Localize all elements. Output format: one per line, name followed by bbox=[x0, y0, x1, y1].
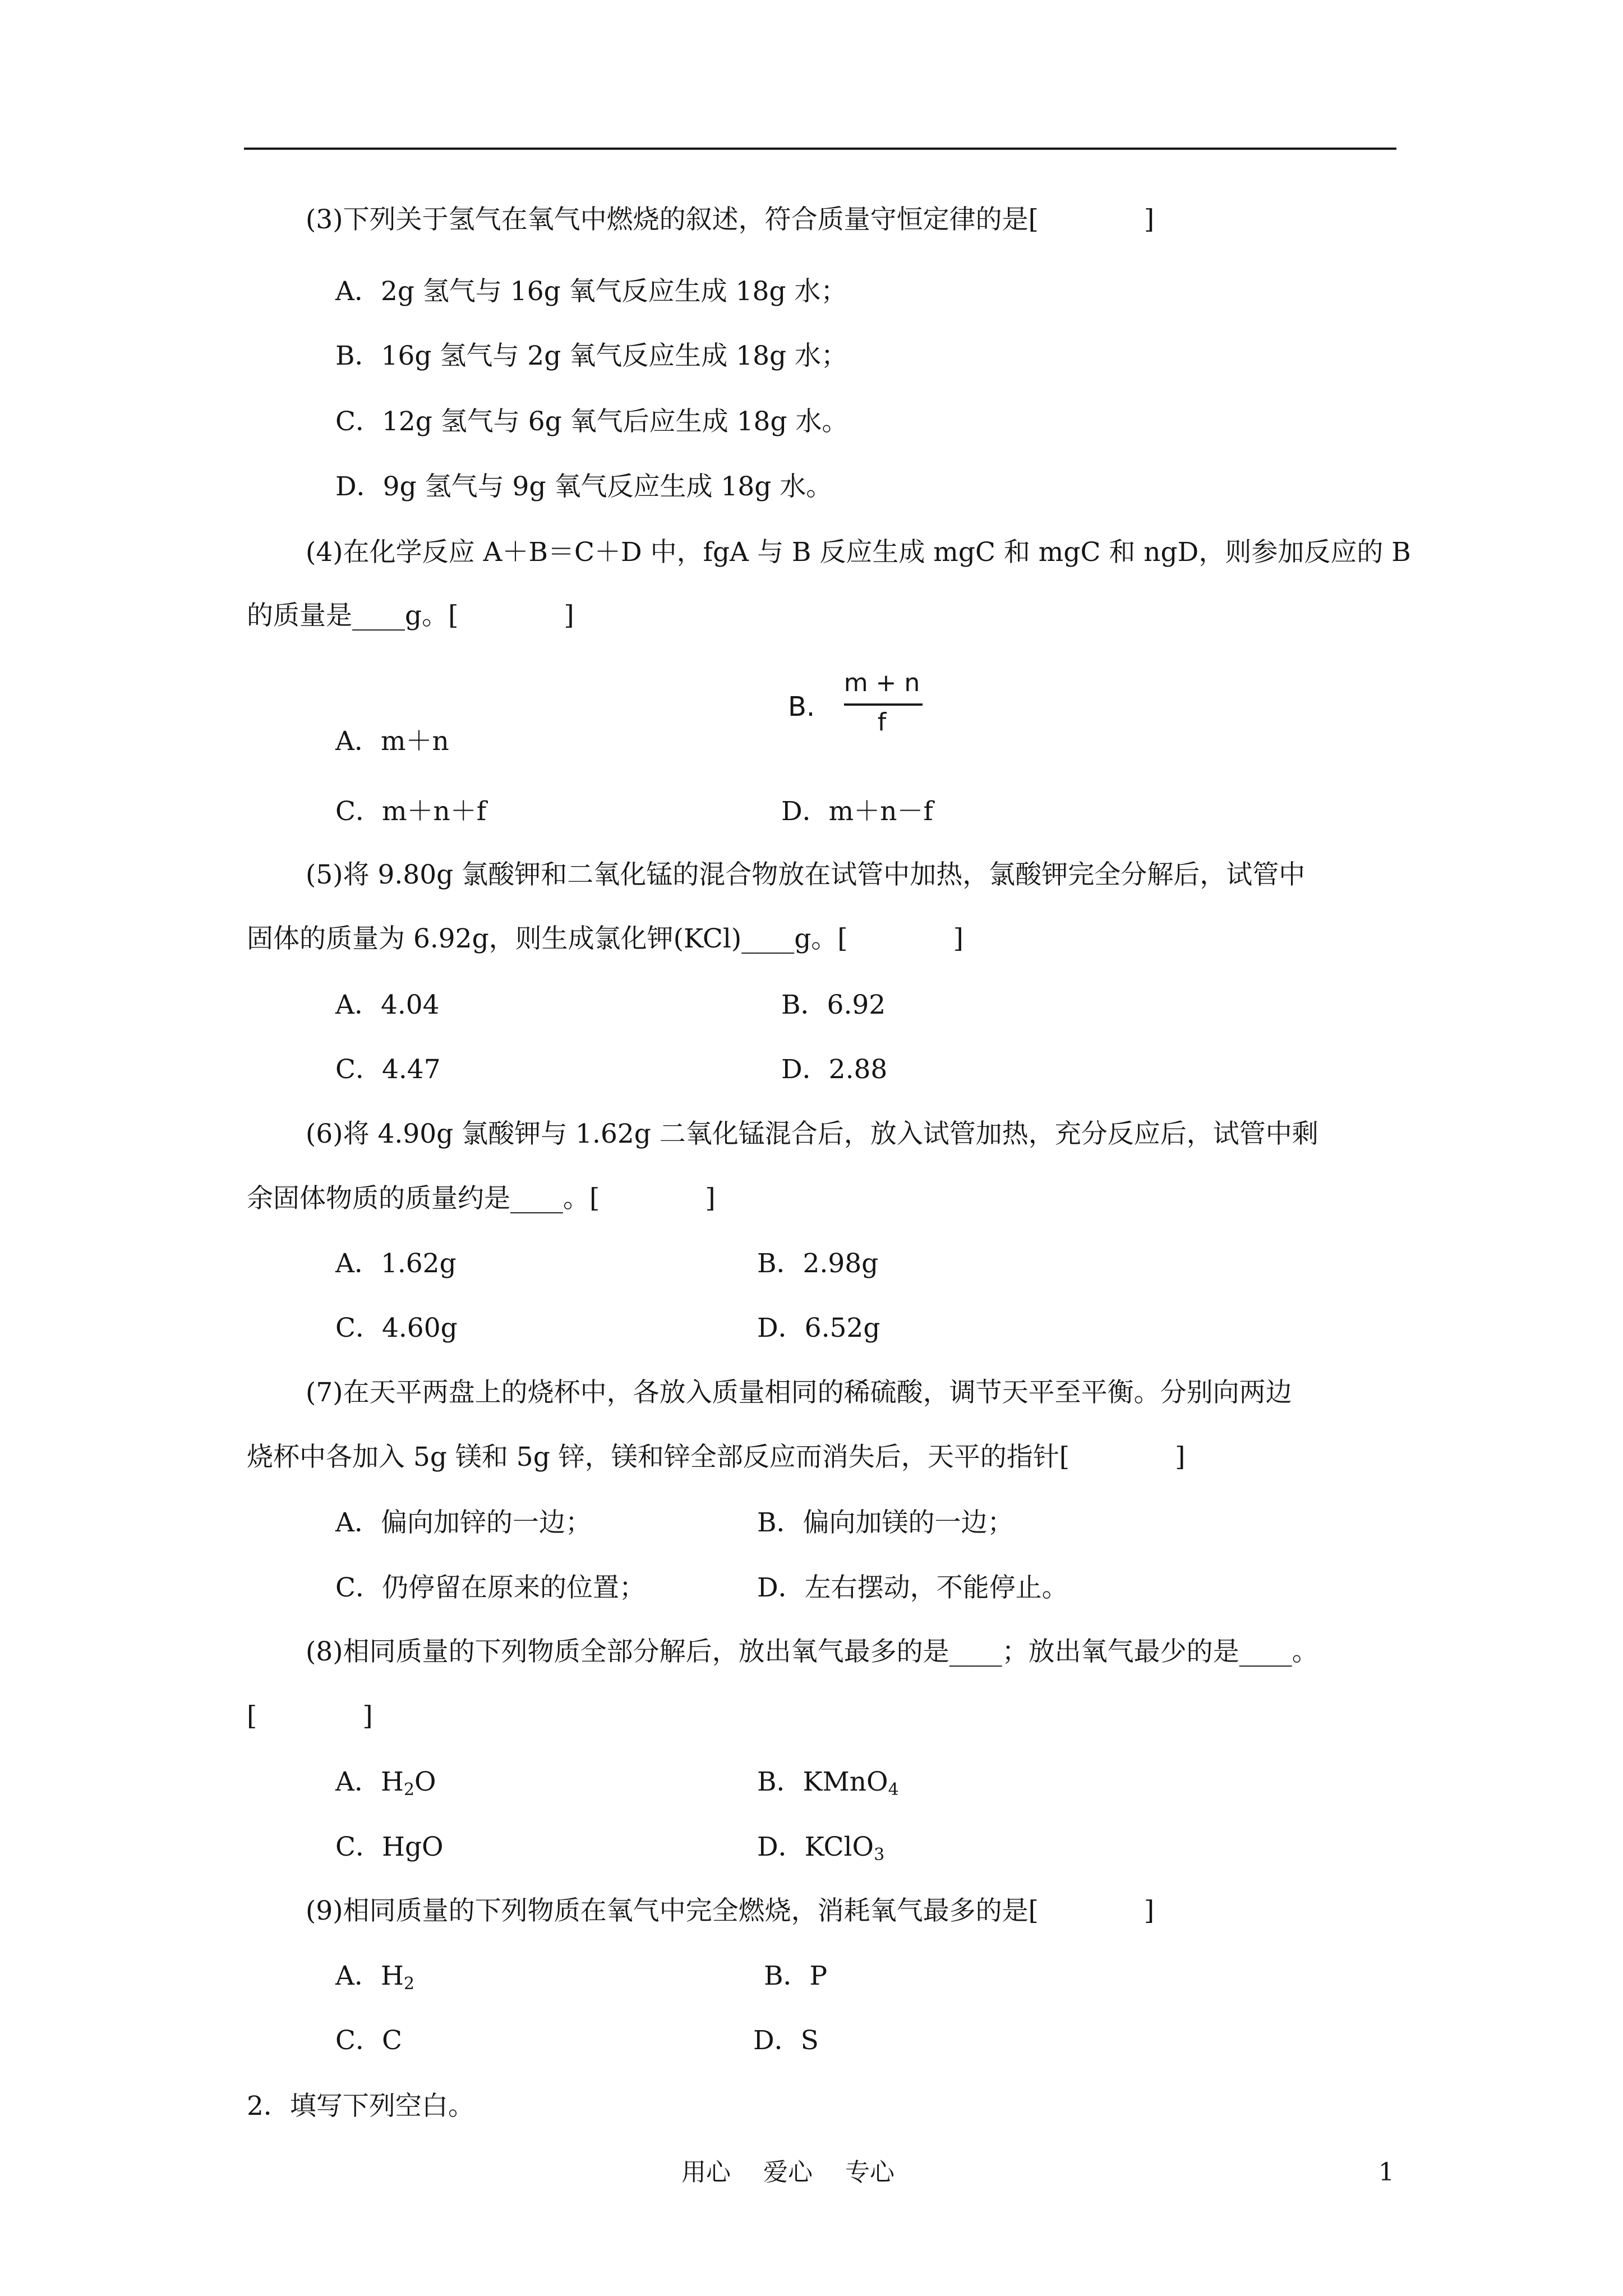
q6-option-d: D．6.52g bbox=[757, 1313, 880, 1343]
q9-option-c: C．C bbox=[335, 2025, 402, 2056]
q3-stem: (3)下列关于氢气在氧气中燃烧的叙述，符合质量守恒定律的是[ ] bbox=[306, 204, 1155, 235]
q8-option-a-subscript: 2 bbox=[403, 1780, 415, 1800]
q9-option-d: D．S bbox=[753, 2025, 819, 2056]
page-number: 1 bbox=[1378, 2158, 1394, 2187]
footer-motto: 用心 爱心 专心 bbox=[681, 2158, 895, 2187]
q8-option-d bbox=[757, 1830, 884, 1864]
q6-option-a: A．1.62g bbox=[335, 1248, 457, 1279]
q4-option-b-fraction bbox=[788, 669, 934, 753]
q7-option-b: B．偏向加镁的一边； bbox=[757, 1507, 1014, 1538]
q5-stem-continued: 固体的质量为 6.92g，则生成氯化钾(KCl)____g。[ ] bbox=[247, 923, 963, 954]
q4-option-b-numerator: m + n bbox=[843, 669, 920, 697]
q7-option-a: A．偏向加锌的一边； bbox=[335, 1507, 592, 1538]
q5-option-d: D．2.88 bbox=[781, 1054, 888, 1085]
q9-stem: (9)相同质量的下列物质在氧气中完全燃烧，消耗氧气最多的是[ ] bbox=[306, 1895, 1155, 1926]
q4-option-d: D．m＋n－f bbox=[781, 796, 933, 827]
section-2-heading: 2．填写下列空白。 bbox=[247, 2091, 474, 2122]
q6-option-b: B．2.98g bbox=[757, 1248, 879, 1279]
q4-option-b-denominator: f bbox=[877, 708, 887, 737]
q4-option-b-label: B. bbox=[788, 691, 815, 723]
q4-option-a: A．m＋n bbox=[335, 726, 449, 757]
q9-option-b: B．P bbox=[764, 1961, 828, 1991]
q8-option-d-subscript: 3 bbox=[874, 1845, 885, 1865]
q8-option-b-text: B．KMnO bbox=[757, 1766, 888, 1797]
q9-option-a-subscript: 2 bbox=[403, 1974, 415, 1994]
q7-stem: (7)在天平两盘上的烧杯中，各放入质量相同的稀硫酸，调节天平至平衡。分别向两边 bbox=[306, 1377, 1292, 1408]
q3-option-c: C．12g 氢气与 6g 氧气后应生成 18g 水。 bbox=[335, 406, 849, 437]
q5-option-b: B．6.92 bbox=[781, 990, 886, 1020]
header-rule bbox=[244, 148, 1396, 150]
q5-option-c: C．4.47 bbox=[335, 1054, 441, 1085]
fraction-bar bbox=[844, 703, 923, 706]
q4-option-c: C．m＋n＋f bbox=[335, 796, 487, 827]
q8-stem: (8)相同质量的下列物质全部分解后，放出氧气最多的是____；放出氧气最少的是____。 bbox=[306, 1636, 1318, 1667]
q8-option-a-text-end: O bbox=[414, 1766, 436, 1797]
q5-stem: (5)将 9.80g 氯酸钾和二氧化锰的混合物放在试管中加热，氯酸钾完全分解后，试管中 bbox=[306, 859, 1306, 890]
q6-option-c: C．4.60g bbox=[335, 1313, 458, 1343]
q8-option-a bbox=[335, 1765, 436, 1799]
q7-stem-continued: 烧杯中各加入 5g 镁和 5g 锌，镁和锌全部反应而消失后，天平的指针[ ] bbox=[247, 1442, 1186, 1473]
q8-option-b bbox=[757, 1765, 899, 1799]
q7-option-c: C．仍停留在原来的位置； bbox=[335, 1572, 645, 1603]
q6-stem: (6)将 4.90g 氯酸钾与 1.62g 二氧化锰混合后，放入试管加热，充分反应后，试管中剩 bbox=[306, 1119, 1318, 1149]
q8-option-a-text: A．H bbox=[335, 1766, 404, 1797]
q7-option-d: D．左右摆动，不能停止。 bbox=[757, 1572, 1068, 1603]
q8-option-d-text: D．KClO bbox=[757, 1832, 874, 1862]
q9-option-a-text: A．H bbox=[335, 1961, 404, 1991]
q3-option-b: B．16g 氢气与 2g 氧气反应生成 18g 水； bbox=[335, 341, 848, 371]
q6-stem-continued: 余固体物质的质量约是____。[ ] bbox=[247, 1183, 716, 1214]
q3-option-d: D．9g 氢气与 9g 氧气反应生成 18g 水。 bbox=[335, 471, 833, 502]
q8-option-b-subscript: 4 bbox=[888, 1780, 899, 1800]
q4-stem: (4)在化学反应 A＋B＝C＋D 中，fgA 与 B 反应生成 mgC 和 mgC 和 ngD，则参加反应的 B bbox=[306, 537, 1411, 568]
q4-stem-continued: 的质量是____g。[ ] bbox=[247, 600, 574, 631]
q8-stem-continued: [ ] bbox=[247, 1701, 373, 1732]
q5-option-a: A．4.04 bbox=[335, 990, 440, 1020]
q9-option-a bbox=[335, 1959, 414, 1993]
q8-option-c: C．HgO bbox=[335, 1832, 444, 1862]
q3-option-a: A．2g 氢气与 16g 氧气反应生成 18g 水； bbox=[335, 276, 847, 307]
